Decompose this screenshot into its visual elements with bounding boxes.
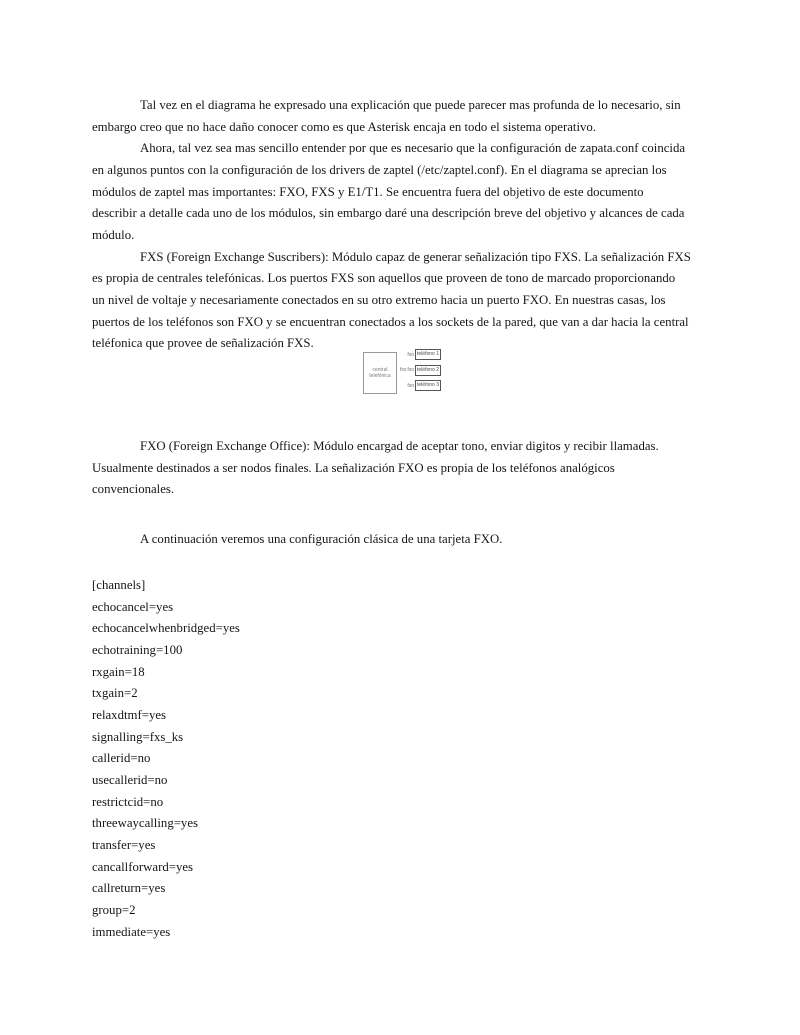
phone-box: teléfono 2 [415, 365, 441, 376]
config-line: threewaycalling=yes [92, 816, 198, 831]
config-line: signalling=fxs_ks [92, 729, 184, 744]
fxo-port-label: fxo [407, 367, 414, 373]
config-line: usecallerid=no [92, 772, 168, 787]
body-line: un nivel de voltaje y necesariamente conectados en su otro extremo hacia un puerto FXO. En nuestras casas, los [92, 292, 666, 307]
body-line: embargo creo que no hace daño conocer como es que Asterisk encaja en todo el sistema operativo. [92, 119, 596, 134]
config-line: restrictcid=no [92, 794, 164, 809]
config-line: group=2 [92, 902, 136, 917]
phone-row [405, 349, 441, 360]
config-line: rxgain=18 [92, 664, 145, 679]
fxs-fxo-diagram [363, 346, 455, 400]
config-line: relaxdtmf=yes [92, 707, 167, 722]
phone-row [405, 380, 441, 391]
body-line: Usualmente destinados a ser nodos finales. La señalización FXO es propia de los teléfonos analógicos [92, 460, 615, 475]
body-line: A continuación veremos una configuración clásica de una tarjeta FXO. [140, 532, 503, 546]
central-office-box [363, 352, 397, 394]
config-line: cancallforward=yes [92, 859, 194, 874]
body-line: módulos de zaptel mas importantes: FXO, FXS y E1/T1. Se encuentra fuera del objetivo de este documento [92, 184, 644, 199]
config-line: echocancel=yes [92, 599, 174, 614]
config-line: echocancelwhenbridged=yes [92, 621, 240, 636]
fxo-port-label: fxo [407, 351, 414, 358]
phone-box: teléfono 1 [415, 349, 441, 360]
central-office-label: central telefónica [369, 367, 391, 379]
config-line: callreturn=yes [92, 881, 166, 896]
phone-row [405, 365, 441, 376]
config-line: txgain=2 [92, 686, 138, 701]
body-line: teléfonica que provee de señalización FXS. [92, 336, 314, 351]
body-text-upper [92, 95, 752, 355]
body-line: puertos de los teléfonos son FXO y se encuentran conectados a los sockets de la pared, que van a dar hacia la central [92, 314, 689, 329]
config-line: echotraining=100 [92, 642, 183, 657]
config-line: callerid=no [92, 751, 151, 766]
body-text-continuation [92, 529, 752, 551]
fxs-line-label: fxs [400, 367, 407, 373]
body-line: módulo. [92, 227, 135, 242]
config-listing [92, 575, 752, 943]
body-line: describir a detalle cada uno de los módulos, sin embargo daré una descripción breve del objetivo y alcances de cada [92, 206, 685, 221]
body-line: convencionales. [92, 482, 175, 497]
body-line: Tal vez en el diagrama he expresado una explicación que puede parecer mas profunda de lo necesario, sin [140, 98, 681, 112]
body-line: es propia de centrales telefónicas. Los puertos FXS son aquellos que proveen de tono de marcado proporcionando [92, 271, 676, 286]
phone-box: teléfono 3 [415, 380, 441, 391]
body-line: FXS (Foreign Exchange Suscribers): Módulo capaz de generar señalización tipo FXS. La señalización FXS [140, 249, 691, 264]
body-line: en algunos puntos con la configuración de los drivers de zaptel (/etc/zaptel.conf). En el diagrama se aprecian los [92, 162, 667, 177]
body-line: FXO (Foreign Exchange Office): Módulo encargad de aceptar tono, enviar digitos y recibir llamadas. [140, 439, 659, 453]
body-text-fxo [92, 436, 752, 501]
config-section-header: [channels] [92, 578, 146, 592]
config-line: immediate=yes [92, 924, 171, 939]
fxo-port-label: fxo [407, 382, 414, 389]
body-line: Ahora, tal vez sea mas sencillo entender por que es necesario que la configuración de zapata.conf coincida [140, 141, 686, 156]
config-line: transfer=yes [92, 837, 156, 852]
